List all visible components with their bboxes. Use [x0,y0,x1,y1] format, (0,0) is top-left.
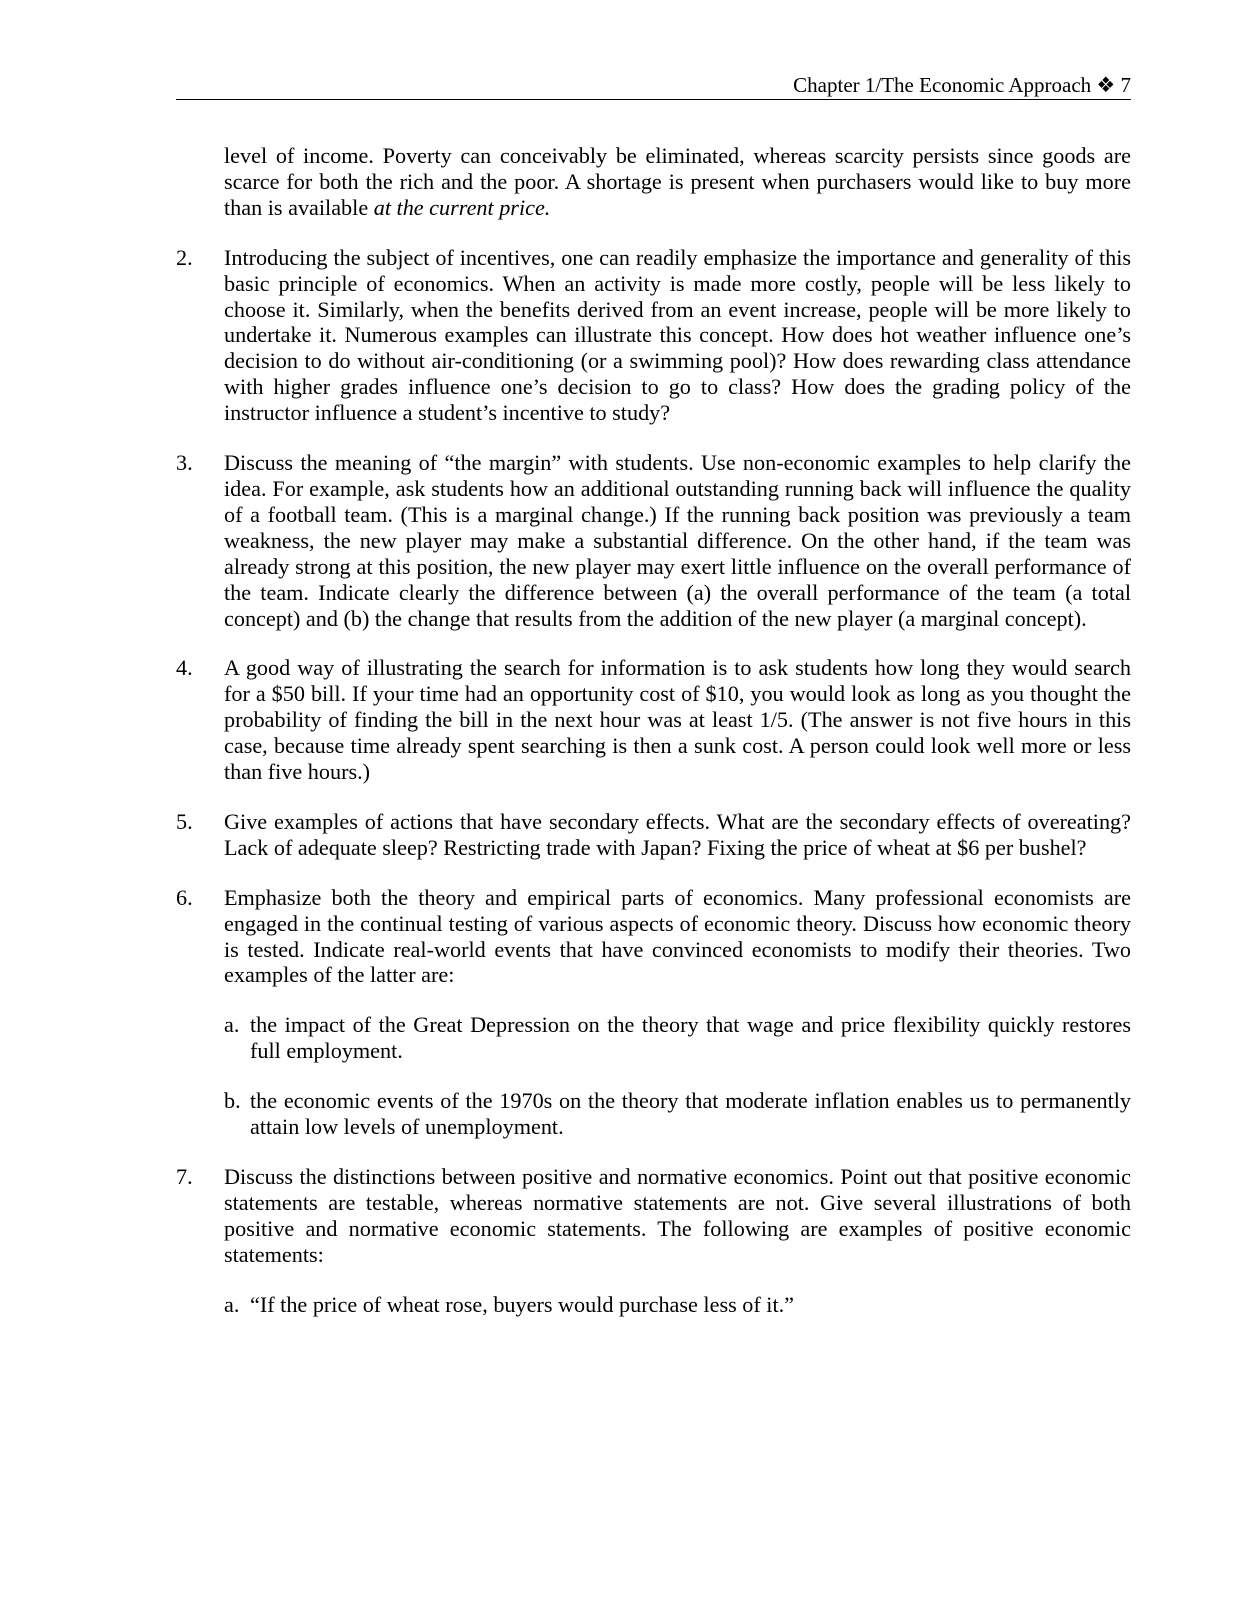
item-number: 4. [176,655,193,681]
sub-item-6b [224,1088,1131,1140]
page-body [176,143,1131,1318]
item-text: Give examples of actions that have secondary effects. What are the secondary effects of overeating? Lack of adequate sleep? Restricting trade with Japan? Fixing the price of wheat at $6 per bushel? [224,808,1131,860]
sub-item-text: the economic events of the 1970s on the theory that moderate inflation enables us to permanently attain low levels of unemployment. [250,1088,1131,1140]
sub-item-letter: a. [224,1291,240,1317]
item-number: 6. [176,884,193,910]
item-number: 5. [176,808,193,834]
list-item-2 [176,245,1131,426]
list-item-4 [176,655,1131,785]
item-number: 7. [176,1164,193,1189]
running-title: Chapter 1/The Economic Approach ❖ 7 [793,73,1131,97]
sub-item-7a [224,1292,1131,1318]
intro-italic-text: at the current price. [373,194,551,220]
list-item-5 [176,809,1131,861]
intro-paragraph [176,143,1131,221]
list-item-6 [176,885,1131,989]
list-item-3 [176,450,1131,631]
item-text: Emphasize both the theory and empirical parts of economics. Many professional economists are engaged in the continual testing of various aspects of economic theory. Discuss how economic theory is tested. Indicate real-world events that have convinced economists to modify their theories. Two examples of the latter are: [224,884,1131,988]
sub-item-letter: a. [224,1012,240,1038]
item-text: Introducing the subject of incentives, one can readily emphasize the importance and generality of this basic principle of economics. When an activity is made more costly, people will be less likely to choose it. Similarly, when the benefits derived from an event increase, people will be more likely to undertake it. Numerous examples can illustrate this concept. How does hot weather influence one’s decision to do without air-conditioning (or a swimming pool)? How does rewarding class attendance with higher grades influence one’s decision to go to class? How does the grading policy of the instructor influence a student’s incentive to study? [224,244,1131,426]
item-number: 3. [176,450,193,476]
sub-item-text: “If the price of wheat rose, buyers would purchase less of it.” [250,1291,795,1317]
item-text: Discuss the meaning of “the margin” with students. Use non-economic examples to help clarify the idea. For example, ask students how an additional outstanding running back will influence the quality of a football team. (This is a marginal change.) If the running back position was previously a team weakness, the new player may make a substantial difference. On the other hand, if the team was already strong at this position, the new player may exert little influence on the overall performance of the team. Indicate clearly the difference between (a) the overall performance of the team (a total concept) and (b) the change that results from the addition of the new player (a marginal concept). [224,450,1131,631]
sub-item-letter: b. [224,1088,241,1114]
running-header [176,71,1131,100]
sub-item-text: the impact of the Great Depression on the theory that wage and price flexibility quickly restores full employment. [250,1012,1131,1064]
sub-item-6a [224,1012,1131,1064]
list-item-7 [176,1164,1131,1268]
item-text: Discuss the distinctions between positive and normative economics. Point out that positive economic statements are testable, whereas normative statements are not. Give several illustrations of both positive and normative economic statements. The following are examples of positive economic statements: [224,1164,1131,1267]
item-number: 2. [176,244,193,270]
intro-text: level of income. Poverty can conceivably be eliminated, whereas scarcity persists since goods are scarce for both the rich and the poor. A shortage is present when purchasers would like to buy more than is available [224,143,1131,220]
item-text: A good way of illustrating the search for information is to ask students how long they would search for a $50 bill. If your time had an opportunity cost of $10, you would look as long as you thought the probability of finding the bill in the next hour was at least 1/5. (The answer is not five hours in this case, because time already spent searching is then a sunk cost. A person could look well more or less than five hours.) [224,655,1131,785]
